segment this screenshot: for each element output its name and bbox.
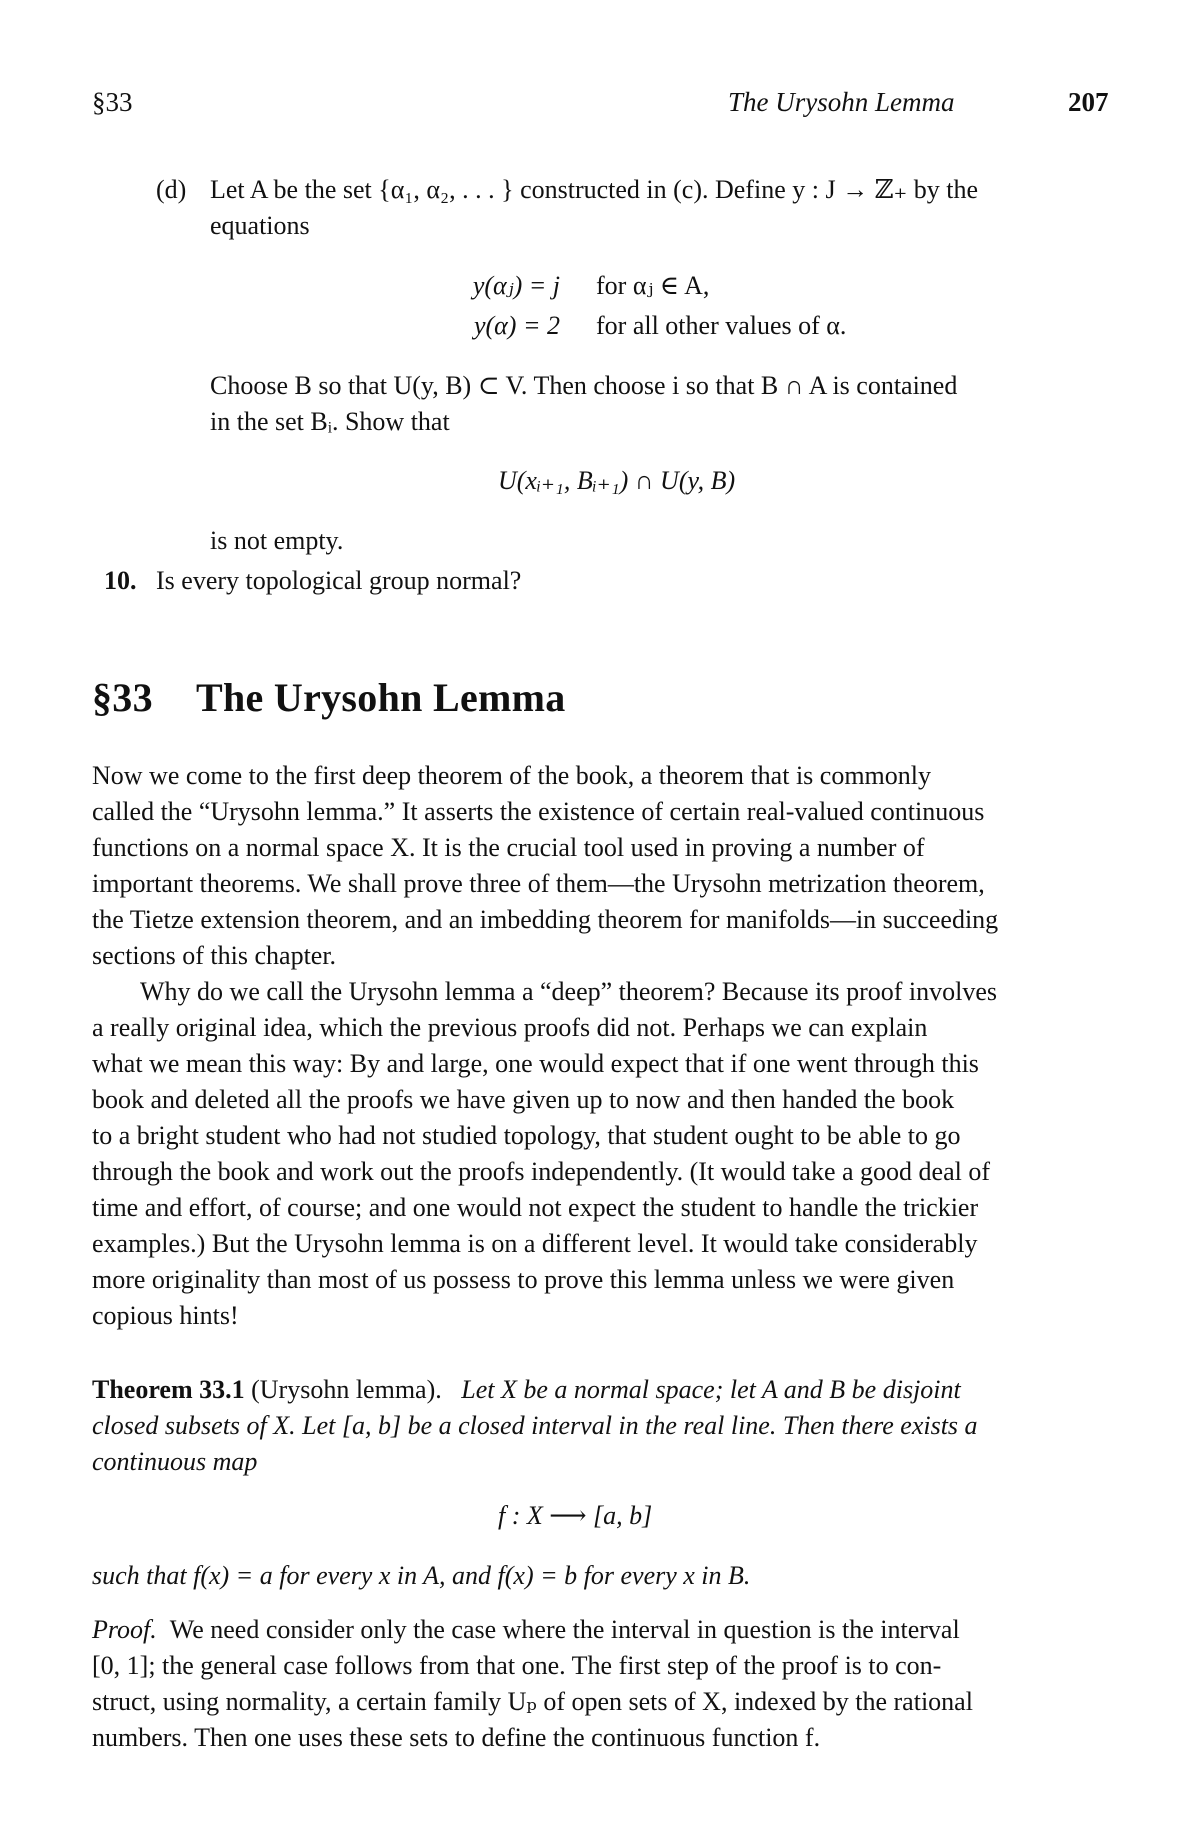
exercise-d-line: in the set Bᵢ. Show that xyxy=(210,407,450,436)
exercise-10-label: 10. xyxy=(104,566,137,595)
paragraph-line: time and effort, of course; and one would not expect the student to handle the trickier xyxy=(92,1193,979,1222)
section-heading xyxy=(92,675,566,720)
proof-line xyxy=(92,1612,1108,1648)
paragraph-line: to a bright student who had not studied topology, that student ought to be able to go xyxy=(92,1121,961,1150)
paragraph-line: through the book and work out the proofs independently. (It would take a good deal of xyxy=(92,1157,990,1186)
equation-condition: for all other values of α. xyxy=(596,311,847,340)
display-formula: f : X ⟶ [a, b] xyxy=(498,1501,653,1530)
equation-row xyxy=(410,308,846,344)
theorem-statement: closed subsets of X. Let [a, b] be a closed interval in the real line. Then there exists a xyxy=(92,1411,978,1440)
paragraph-line: the Tietze extension theorem, and an imbedding theorem for manifolds—in succeeding xyxy=(92,905,999,934)
exercise-10-text: Is every topological group normal? xyxy=(156,566,522,595)
page-number: 207 xyxy=(1068,87,1109,117)
paragraph xyxy=(92,758,1108,974)
paragraph-line: Now we come to the first deep theorem of the book, a theorem that is commonly xyxy=(92,761,931,790)
paragraph-line: functions on a normal space X. It is the crucial tool used in proving a number of xyxy=(92,833,925,862)
proof-line: [0, 1]; the general case follows from that one. The first step of the proof is to con- xyxy=(92,1651,942,1680)
proof-line: numbers. Then one uses these sets to define the continuous function f. xyxy=(92,1723,821,1752)
proof-line: struct, using normality, a certain family Uₚ of open sets of X, indexed by the rational xyxy=(92,1687,973,1716)
paragraph xyxy=(92,974,1108,1334)
paragraph-line: examples.) But the Urysohn lemma is on a different level. It would take considerably xyxy=(92,1229,978,1258)
running-header-title: The Urysohn Lemma xyxy=(728,87,955,117)
paragraph-line: book and deleted all the proofs we have given up to now and then handed the book xyxy=(92,1085,955,1114)
paragraph-line: a really original idea, which the previous proofs did not. Perhaps we can explain xyxy=(92,1013,928,1042)
paragraph-line: what we mean this way: By and large, one would expect that if one went through this xyxy=(92,1049,979,1078)
theorem-statement: such that f(x) = a for every x in A, and f(x) = b for every x in B. xyxy=(92,1561,751,1590)
theorem-name: (Urysohn lemma). xyxy=(251,1375,442,1404)
equation-lhs: y(αⱼ) = j xyxy=(472,271,560,300)
paragraph-line: more originality than most of us possess to prove this lemma unless we were given xyxy=(92,1265,955,1294)
paragraph-line: important theorems. We shall prove three of them—the Urysohn metrization theorem, xyxy=(92,869,985,898)
theorem-statement: continuous map xyxy=(92,1447,258,1476)
equation-row xyxy=(410,268,709,304)
equation-condition: for αⱼ ∈ A, xyxy=(596,271,710,300)
exercise-d-line: Let A be the set {α₁, α₂, . . . } constructed in (c). Define y : J → ℤ₊ by the xyxy=(210,175,979,204)
theorem-statement: Let X be a normal space; let A and B be disjoint xyxy=(461,1375,961,1404)
equation-lhs: y(α) = 2 xyxy=(473,311,560,340)
exercise-d-line: equations xyxy=(210,211,310,240)
section-title: The Urysohn Lemma xyxy=(196,675,566,720)
exercise-d-line: Choose B so that U(y, B) ⊂ V. Then choose i so that B ∩ A is contained xyxy=(210,371,958,400)
exercise-d-line: is not empty. xyxy=(210,526,344,555)
proof-text: We need consider only the case where the interval in question is the interval xyxy=(169,1615,960,1644)
theorem-label: Theorem 33.1 xyxy=(92,1375,245,1404)
section-number: §33 xyxy=(92,675,153,720)
running-header-section: §33 xyxy=(92,87,133,117)
paragraph-line: copious hints! xyxy=(92,1301,239,1330)
proof-label: Proof. xyxy=(92,1615,157,1644)
theorem-first-line xyxy=(92,1372,1108,1408)
proof xyxy=(92,1612,1108,1756)
display-formula: U(xᵢ₊₁, Bᵢ₊₁) ∩ U(y, B) xyxy=(498,466,736,495)
paragraph-line: Why do we call the Urysohn lemma a “deep” theorem? Because its proof involves xyxy=(140,977,997,1006)
paragraph-line: sections of this chapter. xyxy=(92,941,337,970)
exercise-d-label: (d) xyxy=(156,175,187,204)
paragraph-line: called the “Urysohn lemma.” It asserts the existence of certain real-valued continuous xyxy=(92,797,985,826)
theorem xyxy=(92,1372,1108,1480)
